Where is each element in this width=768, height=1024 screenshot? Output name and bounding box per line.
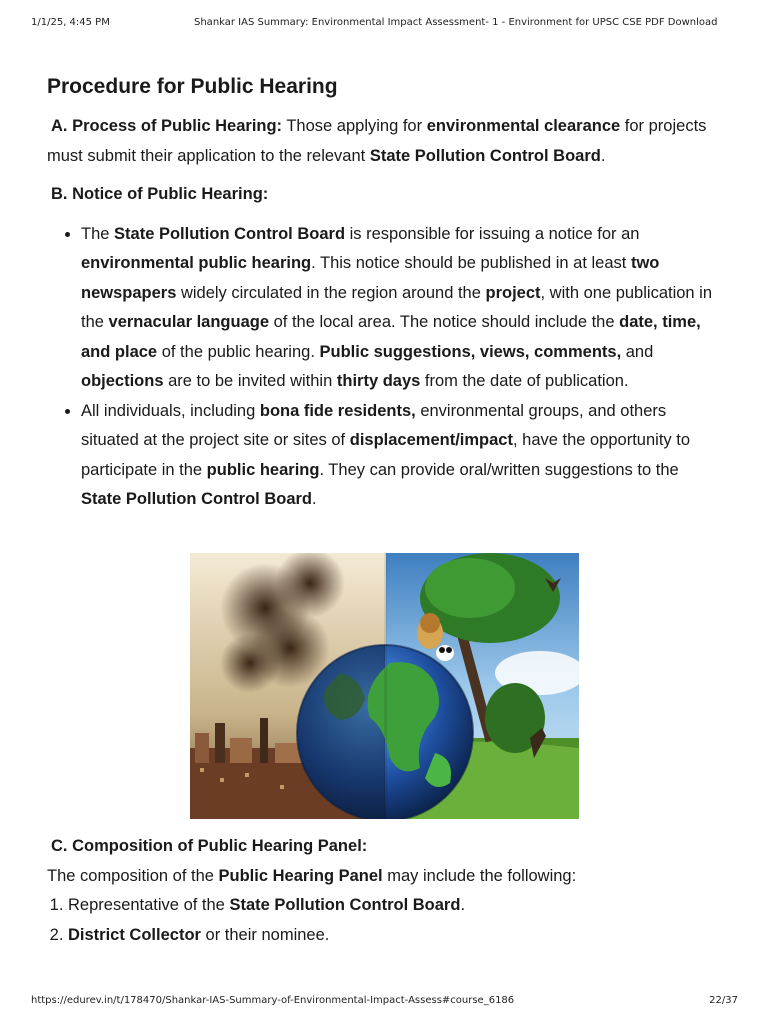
process-label: A. Process of Public Hearing: bbox=[51, 117, 283, 135]
print-header bbox=[0, 17, 768, 31]
composition-heading: C. Composition of Public Hearing Panel: bbox=[51, 837, 368, 855]
composition-list bbox=[47, 891, 722, 950]
list-item: 2. District Collector or their nominee. bbox=[68, 921, 722, 951]
document-body bbox=[47, 72, 722, 515]
environment-illustration bbox=[190, 553, 579, 819]
pollution-vs-nature-image bbox=[190, 553, 579, 819]
list-item: • The State Pollution Control Board is responsible for issuing a notice for an environmental public hearing. This notice should be published in at least two newspapers widely circulated in the region around the project, with one publication in the vernacular language of the local area. The notice should include the date, time, and place of the public hearing. Public suggestions, views, comments, and objections are to be invited within thirty days from the date of publication. bbox=[81, 220, 722, 397]
print-page-title: Shankar IAS Summary: Environmental Impact Assessment- 1 - Environment for UPSC CSE PDF Download bbox=[194, 17, 718, 28]
paragraph-process: A. Process of Public Hearing: Those applying for environmental clearance for projects must submit their application to the relevant State Pollution Control Board. bbox=[47, 117, 707, 165]
page-number: 22/37 bbox=[709, 995, 738, 1006]
composition-section bbox=[47, 832, 722, 950]
list-item: • All individuals, including bona fide residents, environmental groups, and others situated at the project site or sites of displacement/impact, have the opportunity to participate in the public hearing. They can provide oral/written suggestions to the State Pollution Control Board. bbox=[81, 397, 722, 515]
print-footer bbox=[0, 995, 768, 1009]
notice-bullet-list bbox=[47, 220, 722, 515]
composition-intro: The composition of the Public Hearing Panel may include the following: bbox=[47, 866, 577, 885]
source-url: https://edurev.in/t/178470/Shankar-IAS-Summary-of-Environmental-Impact-Assess#course_6186 bbox=[31, 995, 515, 1006]
section-heading: Procedure for Public Hearing bbox=[47, 75, 338, 98]
print-datetime: 1/1/25, 4:45 PM bbox=[31, 17, 110, 28]
notice-heading: B. Notice of Public Hearing: bbox=[51, 185, 269, 203]
list-item: 1. Representative of the State Pollution Control Board. bbox=[68, 891, 722, 921]
